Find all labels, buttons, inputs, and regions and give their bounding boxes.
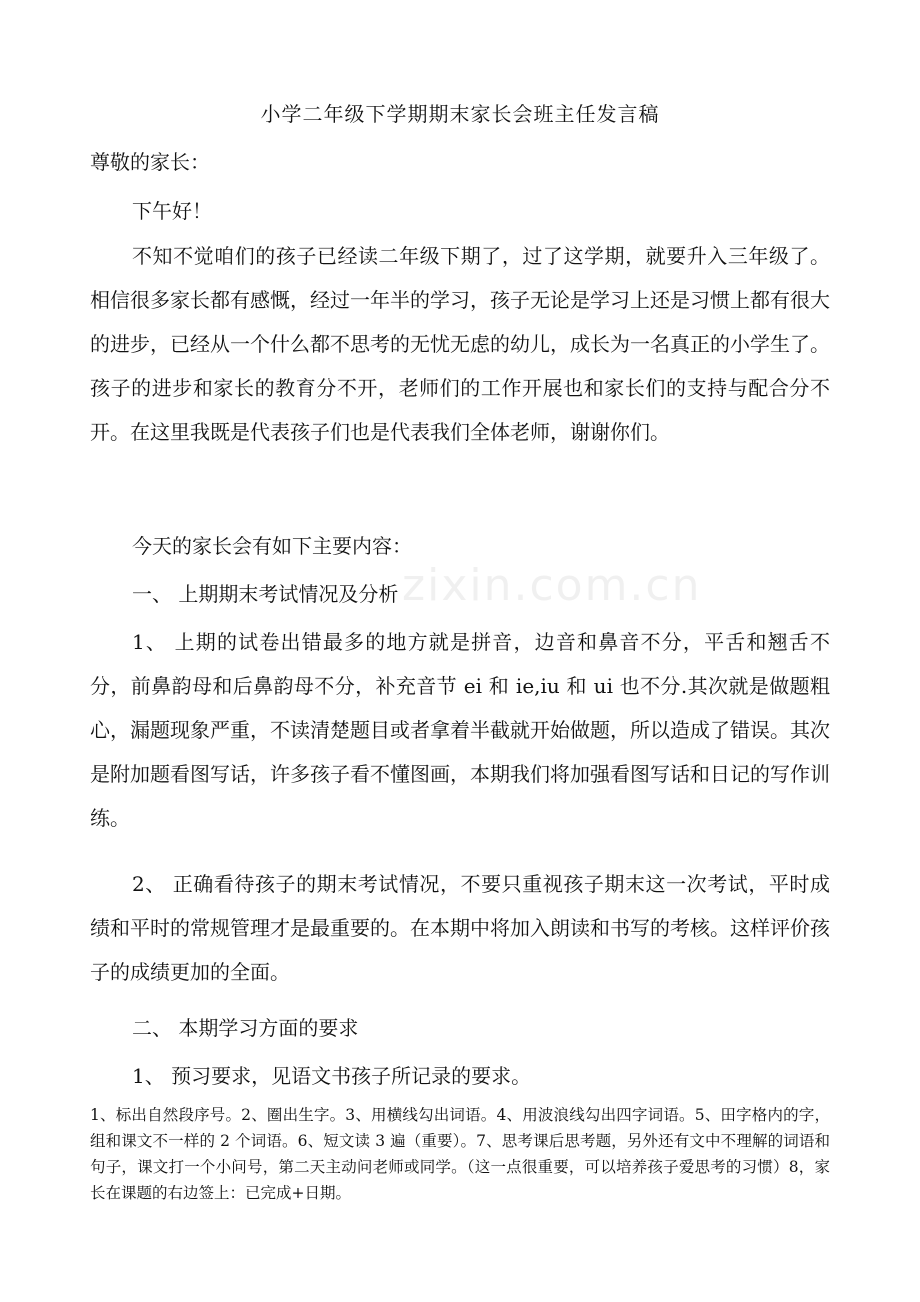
section-2-point-1: 1、 预习要求，见语文书孩子所记录的要求。 <box>132 1064 532 1088</box>
document-title: 小学二年级下学期期末家长会班主任发言稿 <box>260 102 660 126</box>
greeting: 下午好！ <box>132 199 212 223</box>
section-1-heading: 一、 上期期末考试情况及分析 <box>132 582 399 606</box>
agenda-line: 今天的家长会有如下主要内容： <box>132 534 412 558</box>
section-2-detail: 1、标出自然段序号。2、圈出生字。3、用横线勾出词语。4、用波浪线勾出四字词语。5、田字格内的字，组和课文不一样的 2 个词语。6、短文读 3 遍（重要）。7、思考课后思考题，另外还有文中不理解的词语和句子，课文打一个小问号，第二天主动问老师或同学。（这一点很重要，可以培养孩子爱思考的习惯）8，家长在课题的右边签上：已完成+日期。 <box>90 1106 830 1202</box>
section-1-point-2: 2、 正确看待孩子的期末考试情况，不要只重视孩子期末这一次考试，平时成绩和平时的常规管理才是最重要的。在本期中将加入朗读和书写的考核。这样评价孩子的成绩更加的全面。 <box>90 872 830 984</box>
section-1-point-1: 1、 上期的试卷出错最多的地方就是拼音，边音和鼻音不分，平舌和翘舌不分，前鼻韵母和后鼻韵母不分，补充音节 ei 和 ie,iu 和 ui 也不分.其次就是做题粗心，漏题现象严重，不读清楚题目或者拿着半截就开始做题，所以造成了错误。其次是附加题看图写话，许多孩子看不懂图画，本期我们将加强看图写话和日记的写作训练。 <box>90 630 830 830</box>
watermark: zixin.com.cn <box>402 560 702 611</box>
section-2-heading: 二、 本期学习方面的要求 <box>132 1016 359 1040</box>
intro-paragraph: 不知不觉咱们的孩子已经读二年级下期了，过了这学期，就要升入三年级了。相信很多家长都有感慨，经过一年半的学习，孩子无论是学习上还是习惯上都有很大的进步，已经从一个什么都不思考的无忧无虑的幼儿，成长为一名真正的小学生了。孩子的进步和家长的教育分不开，老师们的工作开展也和家长们的支持与配合分不开。在这里我既是代表孩子们也是代表我们全体老师，谢谢你们。 <box>90 244 830 444</box>
salutation: 尊敬的家长： <box>90 150 210 174</box>
